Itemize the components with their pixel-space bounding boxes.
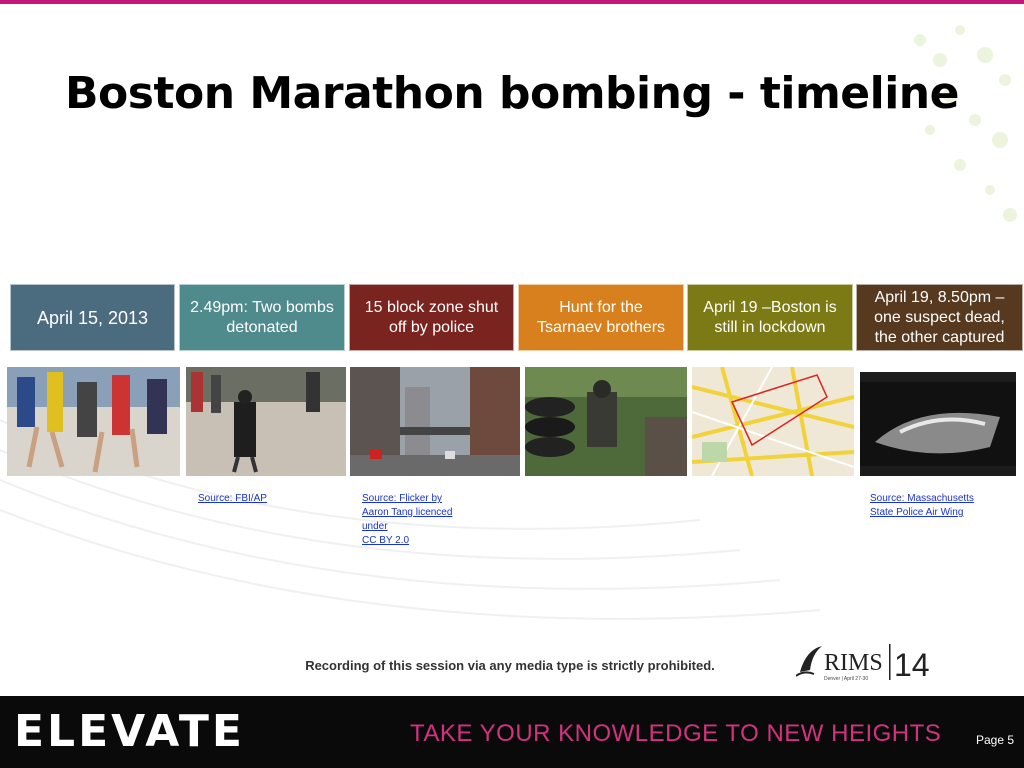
timeline-step-6: April 19, 8.50pm – one suspect dead, the other captured [856,284,1023,351]
armed-officer-photo [525,367,687,476]
page-number: Page 5 [976,733,1015,747]
timeline-step-2: 2.49pm: Two bombs detonated [179,284,345,351]
slide-title: Boston Marathon bombing - timeline [65,68,959,119]
rims-logo-text: RIMS [824,650,883,676]
boylston-street-photo [350,367,520,476]
suspect-surveillance-photo [186,367,346,476]
source-line: CC BY 2.0 [362,535,410,546]
timeline-step-4: Hunt for the Tsarnaev brothers [518,284,684,351]
source-line: State Police Air Wing [870,507,964,518]
source-state-police-link[interactable] [870,492,1000,520]
footer-tagline: TAKE YOUR KNOWLEDGE TO NEW HEIGHTS [410,720,942,747]
source-line: under [362,521,388,532]
source-line: Source: Flicker by [362,493,443,504]
lockdown-map [692,367,854,476]
timeline-step-1: April 15, 2013 [10,284,175,351]
rims-logo [796,640,932,686]
source-line: Aaron Tang licenced [362,507,453,518]
recording-notice: Recording of this session via any media type is strictly prohibited. [305,658,715,673]
timeline-step-3: 15 block zone shut off by police [349,284,514,351]
rims-logo-caption: Denver | April 27-30 [824,676,869,682]
source-flickr-link[interactable] [362,492,472,548]
source-fbi-link[interactable] [198,492,308,506]
thermal-boat-image [860,372,1016,476]
rims-logo-year: 14 [894,647,930,683]
source-line: Source: FBI/AP [198,493,267,504]
elevate-logo: ELEVATE [14,706,245,757]
runners-photo [7,367,180,476]
timeline-step-5: April 19 –Boston is still in lockdown [687,284,853,351]
source-line: Source: Massachusetts [870,493,974,504]
